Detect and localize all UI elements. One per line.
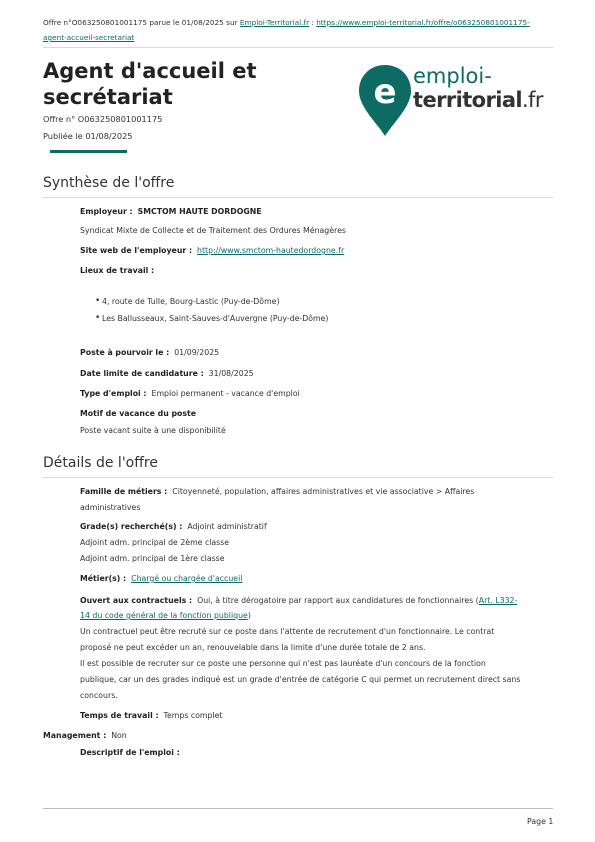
website-label: Site web de l'employeur : [80,246,193,255]
post-date-value: 01/09/2025 [174,348,220,357]
offer-title: Agent d'accueil et secrétariat [43,59,257,109]
contractuels-row: Ouvert aux contractuels : Oui, à titre dérogatoire par rapport aux candidatures de fonctionnaires (Art. L332- [80,596,518,605]
section-title-details: Détails de l'offre [43,455,158,471]
section-divider [43,477,553,478]
logo-line1: emploi- [413,64,492,88]
employer-label: Employeur : [80,207,133,216]
post-date-row: Poste à pourvoir le : 01/09/2025 [80,348,220,357]
metier-link[interactable]: Chargé ou chargée d'accueil [131,574,243,583]
location-pin-icon [357,63,413,138]
employer-value: SMCTOM HAUTE DORDOGNE [137,207,262,216]
contractuels-row-cont: 14 du code général de la fonction publique) [80,611,251,620]
section-divider [43,197,553,198]
offer-number: Offre n° O063250801001175 [43,114,163,124]
location-item: • Les Ballusseaux, Saint-Sauves-d'Auvergne (Puy-de-Dôme) [102,314,328,323]
job-family-value: Citoyenneté, population, affaires administratives et vie associative > Affaires [172,487,475,496]
grade-value: Adjoint adm. principal de 2ème classe [80,538,230,547]
header-prefix: Offre n°O063250801001175 parue le 01/08/2025 sur [43,18,240,27]
footer-divider [43,808,553,809]
contractuels-text: Il est possible de recruter sur ce poste une personne qui n'est pas lauréate d'un concours de la fonction [80,659,486,668]
employer-row [80,204,552,220]
deadline-value: 31/08/2025 [208,369,254,378]
vacancy-reason-value: Poste vacant suite à une disponibilité [80,426,226,435]
contractuels-text: publique, car un des grades indiqué est un grade d'entrée de catégorie C qui permet un recrutement direct sans [80,675,521,684]
locations-label: Lieux de travail : [80,266,155,275]
metier-row: Métier(s) : Chargé ou chargée d'accueil [80,574,243,583]
management-value: Non [111,731,127,740]
employer-website-link[interactable]: http://www.smctom-hautedordogne.fr [197,246,345,255]
law-article-link-cont[interactable]: 14 du code général de la fonction publique [80,611,248,620]
work-time-value: Temps complet [163,711,223,720]
logo-line2: territorial.fr [413,88,543,112]
deadline-row: Date limite de candidature : 31/08/2025 [80,369,254,378]
document-header: Offre n°O063250801001175 parue le 01/08/2025 sur Emploi-Territorial.fr : https://www.emploi-territorial.fr/offre/o063250801001175-agent-accueil-secretariat [43,18,530,42]
vacancy-reason-label: Motif de vacance du poste [80,409,197,418]
grade-value: Adjoint adm. principal de 1ère classe [80,554,225,563]
management-row: Management : Non [43,731,127,740]
grade-row: Grade(s) recherché(s) : Adjoint administratif [80,522,267,531]
work-time-row: Temps de travail : Temps complet [80,711,223,720]
site-link[interactable]: Emploi-Territorial.fr [239,18,310,27]
job-type-row: Type d'emploi : Emploi permanent - vacance d'emploi [80,389,300,398]
job-type-value: Emploi permanent - vacance d'emploi [151,389,300,398]
accent-bar [50,150,127,153]
job-family-row: Famille de métiers : Citoyenneté, population, affaires administratives et vie associative > Affaires [80,487,475,496]
law-article-link[interactable]: Art. L332- [478,596,518,605]
job-description-label: Descriptif de l'emploi : [80,748,180,757]
contractuels-text: concours. [80,691,118,700]
emploi-territorial-logo [357,63,557,138]
published-date: Publiée le 01/08/2025 [43,131,133,141]
contractuels-text: Un contractuel peut être recruté sur ce poste dans l'attente de recrutement d'un fonctionnaire. Le contrat [80,627,495,636]
section-title-synthese: Synthèse de l'offre [43,175,175,191]
grade-value: Adjoint administratif [187,522,267,531]
website-row [80,243,552,259]
contractuels-text: proposé ne peut excéder un an, renouvelable dans la limite d'une durée totale de 2 ans. [80,643,426,652]
offer-url-link[interactable]: https://www.emploi-territorial.fr/offre/o063250801001175-agent-accueil-secretariat [43,18,530,42]
header-divider [43,47,553,48]
employer-description: Syndicat Mixte de Collecte et de Traitement des Ordures Ménagères [80,226,346,235]
page-number: Page 1 [527,817,554,826]
location-item: • 4, route de Tulle, Bourg-Lastic (Puy-de-Dôme) [102,297,280,306]
svg-text:e: e [373,72,397,112]
job-family-value-cont: administratives [80,503,141,512]
